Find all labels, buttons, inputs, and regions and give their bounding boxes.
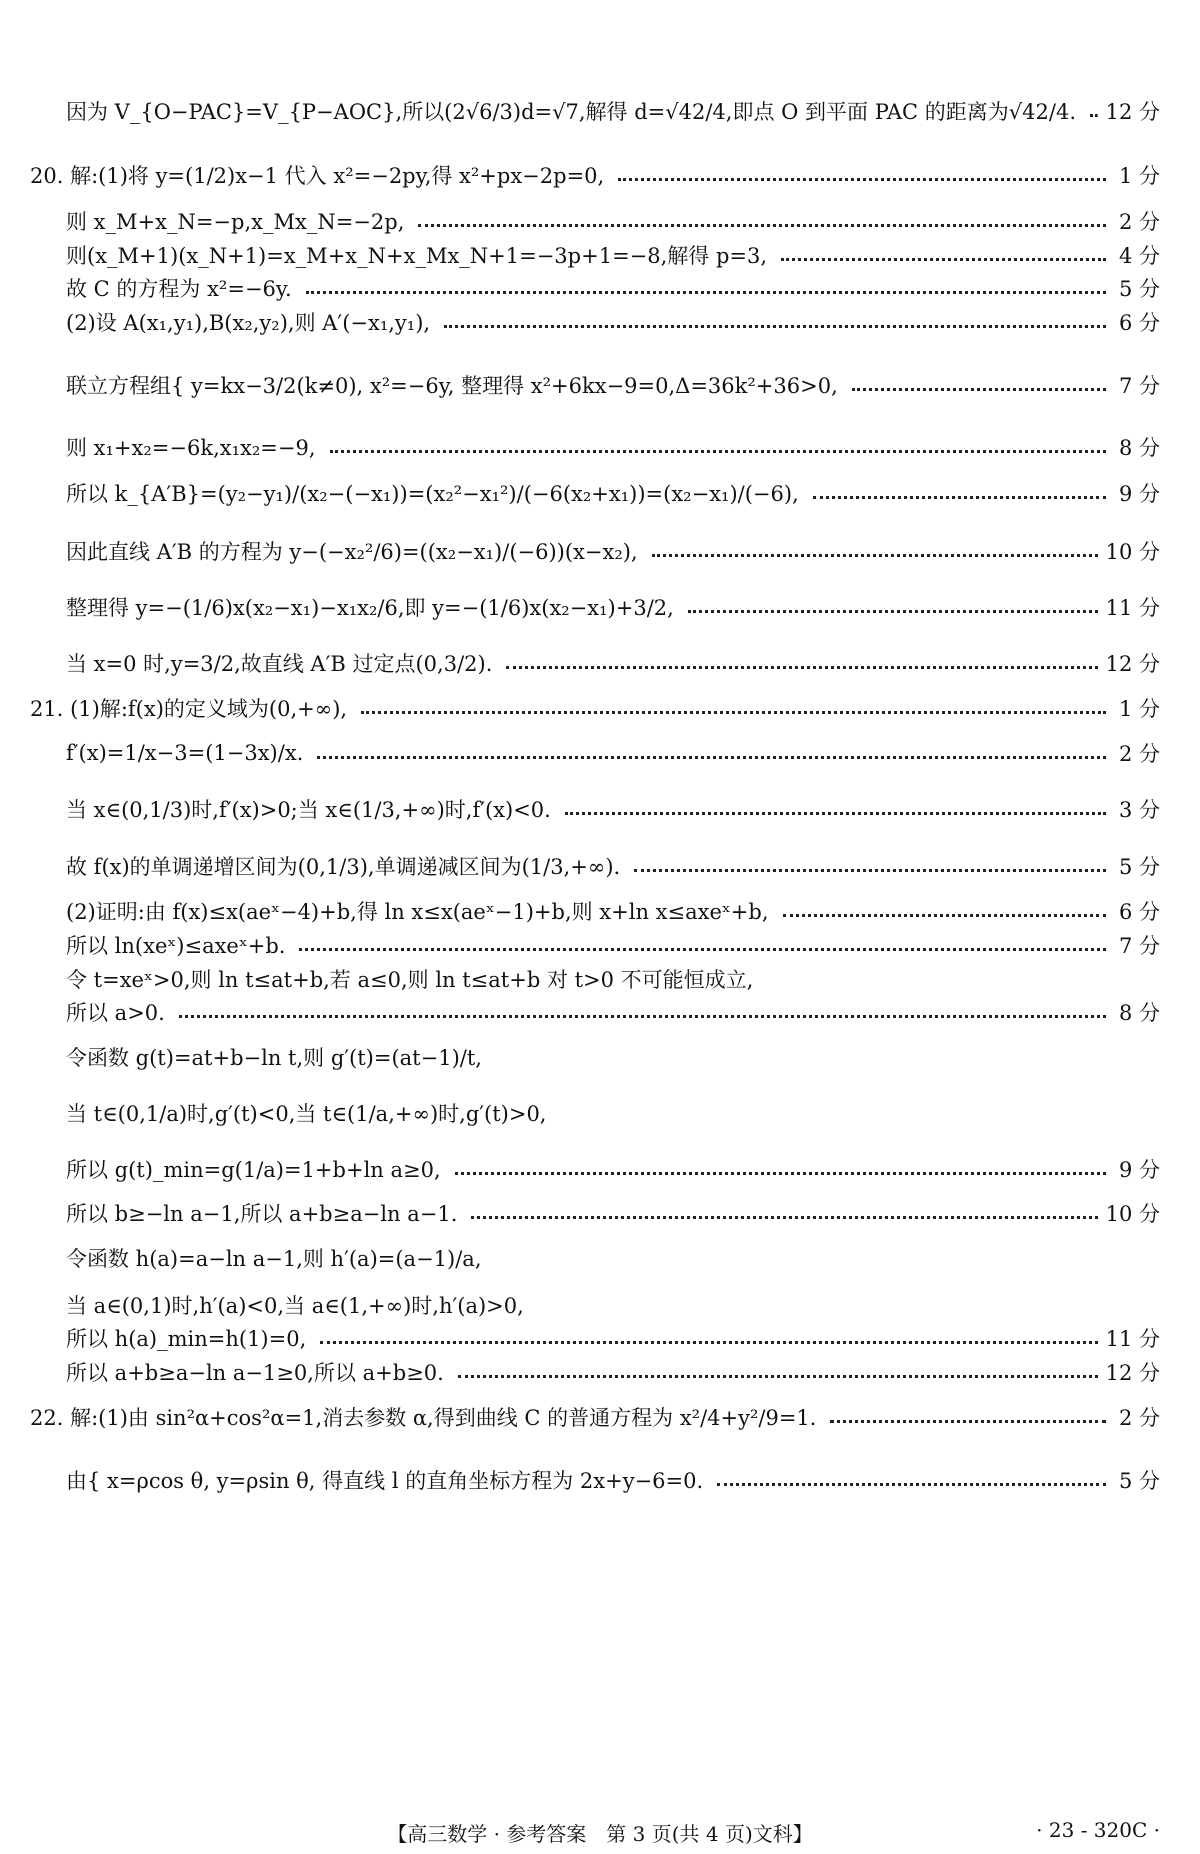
answer-line bbox=[66, 96, 1160, 126]
line-text: 则 x₁+x₂=−6k,x₁x₂=−9, bbox=[66, 436, 316, 460]
answer-line bbox=[66, 1198, 1160, 1228]
line-text: 所以 a>0. bbox=[66, 1001, 165, 1025]
score: 1 分 bbox=[1118, 697, 1160, 721]
leader-dots bbox=[471, 1216, 1097, 1219]
leader-dots bbox=[317, 756, 1106, 759]
answer-line bbox=[66, 478, 1160, 508]
answer-line bbox=[66, 206, 1160, 236]
score: 7 分 bbox=[1118, 374, 1160, 398]
score: 11 分 bbox=[1105, 596, 1160, 620]
line-text: 当 x=0 时,y=3/2,故直线 A′B 过定点(0,3/2). bbox=[66, 652, 493, 676]
score: 2 分 bbox=[1118, 742, 1160, 766]
answer-line bbox=[66, 738, 1160, 768]
answer-line bbox=[66, 1357, 1160, 1387]
answer-line bbox=[66, 536, 1160, 566]
score: 10 分 bbox=[1105, 1202, 1160, 1226]
answer-line bbox=[66, 432, 1160, 462]
answer-line bbox=[66, 930, 1160, 960]
score: 6 分 bbox=[1118, 900, 1160, 924]
score: 5 分 bbox=[1118, 1469, 1160, 1493]
answer-line bbox=[66, 370, 1160, 400]
line-text: 由{ x=ρcos θ, y=ρsin θ, 得直线 l 的直角坐标方程为 2x+y−6=0. bbox=[66, 1469, 704, 1493]
leader-dots bbox=[444, 325, 1106, 328]
line-text: 所以 k_{A′B}=(y₂−y₁)/(x₂−(−x₁))=(x₂²−x₁²)/(−6(x₂+x₁))=(x₂−x₁)/(−6), bbox=[66, 482, 799, 506]
line-text: 所以 ln(xeˣ)≤axeˣ+b. bbox=[66, 934, 286, 958]
leader-dots bbox=[330, 450, 1107, 453]
score: 10 分 bbox=[1105, 540, 1160, 564]
line-text: 联立方程组{ y=kx−3/2(k≠0), x²=−6y, 整理得 x²+6kx−9=0,Δ=36k²+36>0, bbox=[66, 374, 838, 398]
score: 2 分 bbox=[1118, 210, 1160, 234]
answer-line bbox=[30, 693, 1160, 723]
line-text: 则(x_M+1)(x_N+1)=x_M+x_N+x_Mx_N+1=−3p+1=−8,解得 p=3, bbox=[66, 244, 768, 268]
page-footer bbox=[0, 1818, 1200, 1846]
answer-line bbox=[66, 1290, 1160, 1320]
score: 8 分 bbox=[1118, 436, 1160, 460]
answer-line bbox=[66, 1154, 1160, 1184]
footer-code: · 23 - 320C · bbox=[1036, 1818, 1160, 1842]
score: 5 分 bbox=[1118, 855, 1160, 879]
leader-dots bbox=[717, 1483, 1106, 1486]
line-text: 21. (1)解:f(x)的定义域为(0,+∞), bbox=[30, 697, 348, 721]
answer-line bbox=[66, 307, 1160, 337]
leader-dots bbox=[361, 711, 1106, 714]
line-text: 令 t=xeˣ>0,则 ln t≤at+b,若 a≤0,则 ln t≤at+b 对 t>0 不可能恒成立, bbox=[66, 968, 754, 992]
line-text: 所以 b≥−ln a−1,所以 a+b≥a−ln a−1. bbox=[66, 1202, 458, 1226]
answer-line bbox=[66, 592, 1160, 622]
answer-line bbox=[66, 1243, 1160, 1273]
leader-dots bbox=[852, 388, 1106, 391]
line-text: 整理得 y=−(1/6)x(x₂−x₁)−x₁x₂/6,即 y=−(1/6)x(x₂−x₁)+3/2, bbox=[66, 596, 674, 620]
line-text: 则 x_M+x_N=−p,x_Mx_N=−2p, bbox=[66, 210, 405, 234]
answer-line bbox=[66, 997, 1160, 1027]
score: 4 分 bbox=[1118, 244, 1160, 268]
score: 12 分 bbox=[1105, 1361, 1160, 1385]
line-text: 因为 V_{O−PAC}=V_{P−AOC},所以(2√6/3)d=√7,解得 d=√42/4,即点 O 到平面 PAC 的距离为√42/4. bbox=[66, 100, 1077, 124]
score: 9 分 bbox=[1118, 1158, 1160, 1182]
score: 6 分 bbox=[1118, 311, 1160, 335]
line-text: f′(x)=1/x−3=(1−3x)/x. bbox=[66, 741, 304, 765]
line-text: 令函数 h(a)=a−ln a−1,则 h′(a)=(a−1)/a, bbox=[66, 1247, 482, 1271]
leader-dots bbox=[458, 1375, 1098, 1378]
line-text: 当 x∈(0,1/3)时,f′(x)>0;当 x∈(1/3,+∞)时,f′(x)<0. bbox=[66, 798, 551, 822]
score: 11 分 bbox=[1105, 1327, 1160, 1351]
line-text: 22. 解:(1)由 sin²α+cos²α=1,消去参数 α,得到曲线 C 的普通方程为 x²/4+y²/9=1. bbox=[30, 1406, 817, 1430]
leader-dots bbox=[618, 178, 1106, 181]
answer-line bbox=[66, 1098, 1160, 1128]
line-text: 当 t∈(0,1/a)时,g′(t)<0,当 t∈(1/a,+∞)时,g′(t)>0, bbox=[66, 1102, 547, 1126]
leader-dots bbox=[634, 869, 1106, 872]
leader-dots bbox=[455, 1172, 1106, 1175]
line-text: 所以 h(a)_min=h(1)=0, bbox=[66, 1327, 307, 1351]
line-text: 当 a∈(0,1)时,h′(a)<0,当 a∈(1,+∞)时,h′(a)>0, bbox=[66, 1294, 524, 1318]
answer-line bbox=[66, 273, 1160, 303]
leader-dots bbox=[830, 1420, 1106, 1423]
score: 8 分 bbox=[1118, 1001, 1160, 1025]
leader-dots bbox=[320, 1341, 1097, 1344]
score: 7 分 bbox=[1118, 934, 1160, 958]
answer-line bbox=[66, 1465, 1160, 1495]
leader-dots bbox=[306, 291, 1106, 294]
leader-dots bbox=[179, 1015, 1106, 1018]
leader-dots bbox=[418, 224, 1106, 227]
line-text: 所以 g(t)_min=g(1/a)=1+b+ln a≥0, bbox=[66, 1158, 441, 1182]
line-text: 所以 a+b≥a−ln a−1≥0,所以 a+b≥0. bbox=[66, 1361, 444, 1385]
answer-line bbox=[66, 851, 1160, 881]
line-text: 令函数 g(t)=at+b−ln t,则 g′(t)=(at−1)/t, bbox=[66, 1046, 482, 1070]
score: 1 分 bbox=[1118, 164, 1160, 188]
leader-dots bbox=[783, 914, 1107, 917]
line-text: (2)证明:由 f(x)≤x(aeˣ−4)+b,得 ln x≤x(aeˣ−1)+b,则 x+ln x≤axeˣ+b, bbox=[66, 900, 769, 924]
line-text: 故 f(x)的单调递增区间为(0,1/3),单调递减区间为(1/3,+∞). bbox=[66, 855, 621, 879]
score: 2 分 bbox=[1118, 1406, 1160, 1430]
leader-dots bbox=[1090, 114, 1098, 117]
answer-line bbox=[66, 896, 1160, 926]
line-text: 因此直线 A′B 的方程为 y−(−x₂²/6)=((x₂−x₁)/(−6))(x−x₂), bbox=[66, 540, 638, 564]
answer-line bbox=[30, 1402, 1160, 1432]
leader-dots bbox=[299, 948, 1106, 951]
leader-dots bbox=[565, 812, 1106, 815]
leader-dots bbox=[781, 258, 1106, 261]
leader-dots bbox=[688, 610, 1098, 613]
footer-title: 【高三数学 · 参考答案 第 3 页(共 4 页)文科】 bbox=[387, 1822, 813, 1846]
score: 9 分 bbox=[1118, 482, 1160, 506]
score: 12 分 bbox=[1105, 652, 1160, 676]
line-text: 故 C 的方程为 x²=−6y. bbox=[66, 277, 292, 301]
answer-line bbox=[66, 794, 1160, 824]
answer-line bbox=[66, 1323, 1160, 1353]
leader-dots bbox=[813, 496, 1106, 499]
score: 12 分 bbox=[1105, 100, 1160, 124]
leader-dots bbox=[652, 554, 1098, 557]
answer-line bbox=[30, 160, 1160, 190]
answer-line bbox=[66, 1042, 1160, 1072]
leader-dots bbox=[506, 666, 1097, 669]
line-text: 20. 解:(1)将 y=(1/2)x−1 代入 x²=−2py,得 x²+px−2p=0, bbox=[30, 164, 605, 188]
answer-line bbox=[66, 964, 1160, 994]
score: 5 分 bbox=[1118, 277, 1160, 301]
score: 3 分 bbox=[1118, 798, 1160, 822]
line-text: (2)设 A(x₁,y₁),B(x₂,y₂),则 A′(−x₁,y₁), bbox=[66, 311, 431, 335]
answer-line bbox=[66, 240, 1160, 270]
answer-line bbox=[66, 648, 1160, 678]
